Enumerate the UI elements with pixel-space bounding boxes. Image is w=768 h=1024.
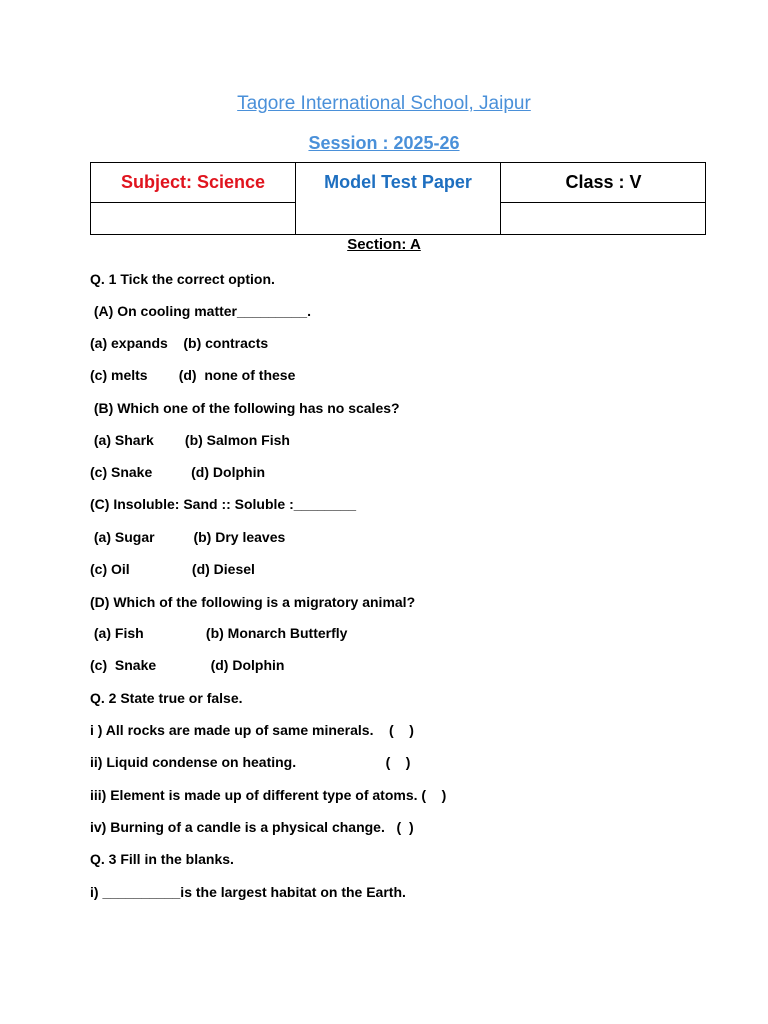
true-false-item: iii) Element is made up of different type of atoms. ( ) (90, 787, 447, 803)
info-table (90, 162, 706, 235)
table-divider (91, 202, 295, 203)
table-divider (500, 202, 706, 203)
class-label: Class : V (565, 172, 642, 192)
paper-label: Model Test Paper (324, 172, 472, 192)
question-text: (D) Which of the following is a migratory animal? (90, 594, 416, 610)
subject-label: Subject: Science (120, 172, 266, 192)
answer-options: (c) Snake (d) Dolphin (90, 657, 285, 673)
question-heading: Q. 1 Tick the correct option. (90, 271, 275, 287)
question-heading: Q. 2 State true or false. (90, 690, 243, 706)
question-text: (B) Which one of the following has no scales? (90, 400, 400, 416)
answer-options: (a) expands (b) contracts (90, 335, 269, 351)
answer-options: (a) Fish (b) Monarch Butterfly (90, 625, 348, 641)
answer-options: (c) melts (d) none of these (90, 367, 296, 383)
question-text: (C) Insoluble: Sand :: Soluble :________ (90, 496, 357, 512)
fill-blank-item: i) __________is the largest habitat on the Earth. (90, 884, 406, 900)
true-false-item: i ) All rocks are made up of same minerals. ( ) (90, 722, 414, 738)
school-name: Tagore International School, Jaipur (237, 93, 531, 114)
session-title: Session : 2025-26 (308, 133, 460, 153)
question-heading: Q. 3 Fill in the blanks. (90, 851, 234, 867)
section-title: Section: A (347, 236, 421, 253)
true-false-item: iv) Burning of a candle is a physical change. ( ) (90, 819, 414, 835)
true-false-item: ii) Liquid condense on heating. ( ) (90, 754, 411, 770)
answer-options: (a) Sugar (b) Dry leaves (90, 529, 286, 545)
answer-options: (c) Snake (d) Dolphin (90, 464, 266, 480)
answer-options: (a) Shark (b) Salmon Fish (90, 432, 290, 448)
question-text: (A) On cooling matter_________. (90, 303, 311, 319)
answer-options: (c) Oil (d) Diesel (90, 561, 255, 577)
